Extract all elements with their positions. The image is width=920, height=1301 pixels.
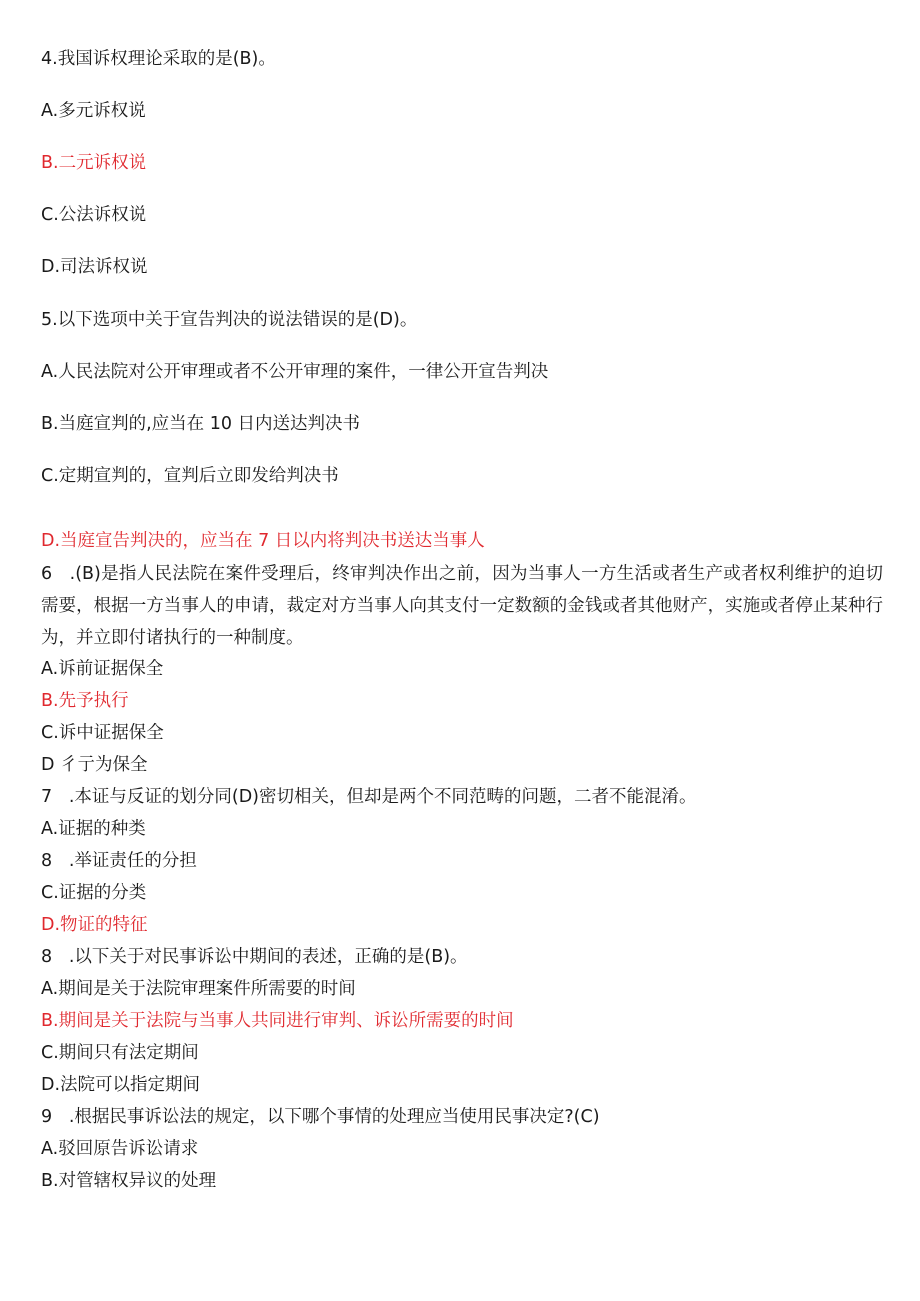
question-8: 8 .以下关于对民事诉讼中期间的表述，正确的是(B)。 [41, 947, 468, 967]
q4-option-a: A.多元诉权说 [41, 101, 146, 121]
question-9: 9 .根据民事诉讼法的规定，以下哪个事情的处理应当使用民事决定?(C) [41, 1107, 600, 1127]
q5-option-b: B.当庭宣判的,应当在 10 日内送达判决书 [41, 414, 361, 434]
q6-option-a: A.诉前证据保全 [41, 659, 164, 679]
question-6: 6 .(B)是指人民法院在案件受理后，终审判决作出之前，因为当事人一方生活或者生产或者权利维护的迫切需要，根据一方当事人的申请，裁定对方当事人向其支付一定数额的金钱或者其他财产，实施或者停止某种行为，并立即付诸执行的一种制度。 [41, 564, 883, 648]
q8-option-c: C.期间只有法定期间 [41, 1043, 199, 1063]
q6-option-c: C.诉中证据保全 [41, 723, 164, 743]
q9-option-b: B.对管辖权异议的处理 [41, 1171, 217, 1191]
q5-option-d-answer: D.当庭宣告判决的，应当在 7 日以内将判决书送达当事人 [41, 531, 485, 551]
q4-option-d: D.司法诉权说 [41, 257, 148, 277]
q7-option-b: 8 .举证责任的分担 [41, 851, 197, 871]
q5-option-a: A.人民法院对公开审理或者不公开审理的案件，一律公开宣告判决 [41, 362, 549, 382]
q7-option-c: C.证据的分类 [41, 883, 147, 903]
q9-option-a: A.驳回原告诉讼请求 [41, 1139, 199, 1159]
q7-option-a: A.证据的种类 [41, 819, 146, 839]
question-4: 4.我国诉权理论采取的是(B)。 [41, 49, 276, 69]
q8-option-a: A.期间是关于法院审理案件所需要的时间 [41, 979, 356, 999]
question-5: 5.以下选项中关于宣告判决的说法错误的是(D)。 [41, 310, 418, 330]
q6-option-d: D 彳亍为保全 [41, 755, 148, 775]
q4-option-b-answer: B.二元诉权说 [41, 153, 147, 173]
q6-option-b-answer: B.先予执行 [41, 691, 129, 711]
question-7: 7 .本证与反证的划分同(D)密切相关，但却是两个不同范畴的问题，二者不能混淆。 [41, 787, 697, 807]
q8-option-d: D.法院可以指定期间 [41, 1075, 201, 1095]
q7-option-d-answer: D.物证的特征 [41, 915, 148, 935]
q8-option-b-answer: B.期间是关于法院与当事人共同进行审判、诉讼所需要的时间 [41, 1011, 514, 1031]
q5-option-c: C.定期宣判的，宣判后立即发给判决书 [41, 466, 339, 486]
q4-option-c: C.公法诉权说 [41, 205, 147, 225]
